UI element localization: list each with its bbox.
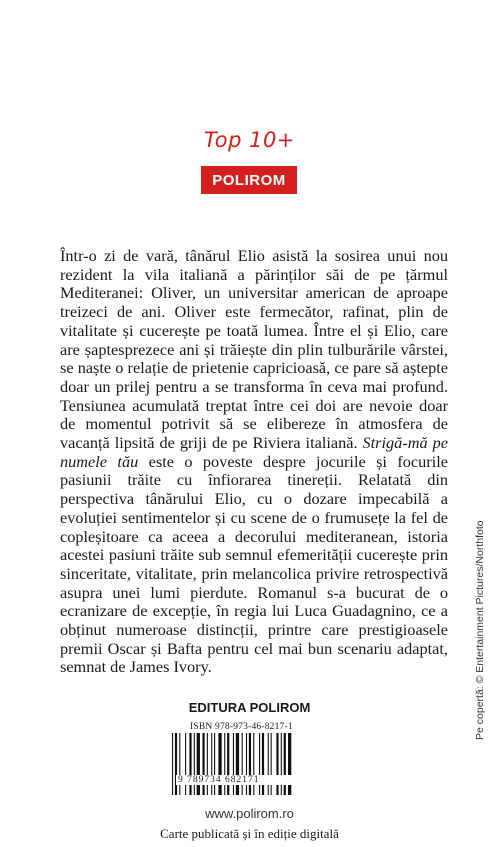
publisher-name: EDITURA POLIROM: [188, 700, 311, 715]
barcode-bars: [168, 733, 340, 799]
cover-photo-credit: Pe copertă: © Entertainment Pictures/Northfoto: [474, 520, 486, 740]
barcode: [168, 733, 340, 799]
isbn-text: ISBN 978-973-46-8217-1: [190, 722, 293, 732]
book-title-italic: Strigă-mă pe numele tău: [60, 433, 448, 471]
publisher-website: www.polirom.ro: [205, 806, 294, 821]
blurb-paragraph: [60, 247, 448, 677]
blurb-text-part2: este o poveste despre jocurile și focurile pasiunii trăite cu înfiorarea tinereții. Relatată din perspectiva tânărului Elio, cu o dozare impecabilă a evoluției sentimentelor și cu scene de o frumusețe la fel de copleșitoare ca aceea a decorului mediteranean, istoria acestei pasiuni trăite sub semnul efemerității cucerește prin sinceritate, vitalitate, prin melancolica privire retrospectivă asupra unei lumi pierdute. Romanul s-a bucurat de o ecranizare de excepție, în regia lui Luca Guadagnino, ce a obținut numeroase distincții, printre care prestigioasele premii Oscar și Bafta pentru cel mai bun scenariu adaptat, semnat de James Ivory.: [60, 451, 448, 677]
barcode-digits: 9 789734 682171: [176, 775, 338, 785]
publisher-logo-text: POLIROM: [212, 171, 286, 189]
digital-edition-note: Carte publicată și în ediție digitală: [160, 826, 339, 841]
back-cover-blurb: [60, 247, 448, 677]
series-logo: Top 10+: [204, 128, 295, 152]
publisher-logo: [201, 166, 297, 194]
blurb-text-part1: Într-o zi de vară, tânărul Elio asistă la sosirea unui nou rezident la vila italiană a părinților săi de pe țărmul Mediteranei: Oliver, un universitar american de aproape treizeci de ani. Oliver este fermecător, rafinat, plin de vitalitate și cucerește pe toată lumea. Între el și Elio, care are șaptesprezece ani și trăiește din plin tulburările vârstei, se naște o relație de prietenie capricioasă, ce pare să aștepte doar un prilej pentru a se transforma în ceva mai profund. Tensiunea acumulată treptat între cei doi are nevoie doar de momentul potrivit să se elibereze în atmosfera de vacanță lipsită de griji de pe Riviera italiană.: [60, 246, 448, 453]
